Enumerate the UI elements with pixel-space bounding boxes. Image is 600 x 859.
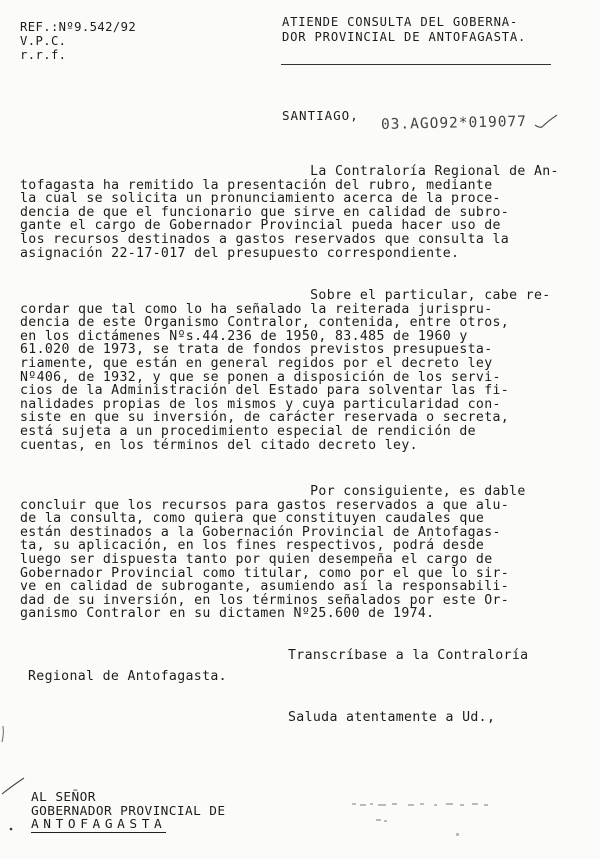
- paragraph-line: cordar que tal como lo ha señalado la reiterada jurispru-: [20, 301, 493, 317]
- subject-line-2: DOR PROVINCIAL DE ANTOFAGASTA.: [282, 30, 527, 44]
- place-label: SANTIAGO,: [282, 108, 359, 123]
- paragraph-line: La Contraloría Regional de An-: [20, 164, 559, 179]
- closing-transcription-continued: Regional de Antofagasta.: [28, 669, 227, 684]
- closing-greeting: Saluda atentamente a Ud.,: [288, 710, 496, 725]
- paragraph-line: dencia de este Organismo Contralor, contenida, entre otros,: [20, 315, 510, 331]
- reference-initials-2: r.r.f.: [20, 48, 67, 62]
- subject-line-1: ATIENDE CONSULTA DEL GOBERNA-: [282, 15, 518, 29]
- paragraph-line: ve en calidad de subrogante, asumiendo así la responsabili-: [20, 579, 510, 595]
- recipient-block: [31, 791, 226, 833]
- paragraph-3: [20, 485, 550, 621]
- paragraph-line: en los dictámenes Nºs.44.236 de 1950, 83.485 de 1960 y: [20, 328, 468, 344]
- subject-underline: [281, 64, 551, 65]
- reference-number: REF.:Nº9.542/92: [20, 20, 137, 34]
- reference-initials-1: V.P.C.: [20, 34, 67, 48]
- paragraph-line: concluir que los recursos para gastos reservados a que alu-: [20, 497, 510, 513]
- paragraph-line: siste en que su inversión, de carácter reservada o secreta,: [20, 410, 510, 426]
- subject-block: [282, 15, 526, 45]
- faint-stamp-trace-icon: [350, 799, 500, 839]
- margin-mark-icon: [0, 724, 14, 744]
- paragraph-line: los recursos destinados a gastos reservados que consulta la: [20, 231, 510, 247]
- reference-block: [20, 20, 136, 62]
- paragraph-line: de la consulta, como quiera que constituyen caudales que: [20, 511, 485, 527]
- paragraph-line: están destinados a la Gobernación Provincial de Antofagas-: [20, 524, 501, 540]
- closing-transcription: Transcríbase a la Contraloría: [288, 648, 529, 663]
- paragraph-line: está sujeta a un procedimiento especial de rendición de: [20, 423, 476, 439]
- checkmark-icon: [534, 113, 558, 131]
- paragraph-line: tofagasta ha remitido la presentación del rubro, mediante: [20, 177, 493, 193]
- paragraph-line: riamente, que están en general regidos por el decreto ley: [20, 355, 493, 371]
- paragraph-line: dad de su inversión, en los términos señalados por este Or-: [20, 592, 510, 608]
- paragraph-line: cios de la Administración del Estado para solventar las fi-: [20, 383, 510, 399]
- paragraph-line: nalidades propias de los mismos y cuya particularidad con-: [20, 396, 501, 412]
- paragraph-1: [20, 164, 559, 261]
- recipient-line-1: AL SEÑOR: [31, 790, 96, 805]
- paragraph-line: cuentas, en los términos del citado decreto ley.: [20, 437, 418, 453]
- margin-dot-icon: [8, 826, 14, 832]
- paragraph-line: Por consiguiente, es dable: [20, 484, 526, 499]
- paragraph-line: luego ser dispuesta tanto por quien desempeña el cargo de: [20, 551, 493, 567]
- paragraph-line: gante el cargo de Gobernador Provincial pueda hacer uso de: [20, 218, 501, 234]
- recipient-city: ANTOFAGASTA: [31, 817, 167, 833]
- paragraph-2: [20, 289, 550, 452]
- date-registry-stamp: 03.AGO92*019077: [380, 113, 528, 133]
- paragraph-line: la cual se solicita un pronunciamiento acerca de la proce-: [20, 191, 501, 207]
- paragraph-line: ta, su aplicación, en los fines respectivos, podrá desde: [20, 538, 485, 554]
- recipient-line-2: GOBERNADOR PROVINCIAL DE: [31, 803, 226, 819]
- paragraph-line: 61.020 de 1973, se trata de fondos previstos presupuesta-: [20, 342, 493, 358]
- paragraph-line: Gobernador Provincial como titular, como por el que lo sir-: [20, 565, 510, 581]
- paragraph-line: ganismo Contralor en su dictamen Nº25.600 de 1974.: [20, 606, 435, 622]
- paragraph-line: dencia de que el funcionario que sirve en calidad de subro-: [20, 204, 510, 220]
- paragraph-line: Nº406, de 1932, y que se ponen a disposición de los servi-: [20, 369, 501, 385]
- paragraph-line: asignación 22-17-017 del presupuesto correspondiente.: [20, 245, 460, 261]
- margin-stroke-icon: [0, 776, 26, 796]
- paragraph-line: Sobre el particular, cabe re-: [20, 288, 551, 303]
